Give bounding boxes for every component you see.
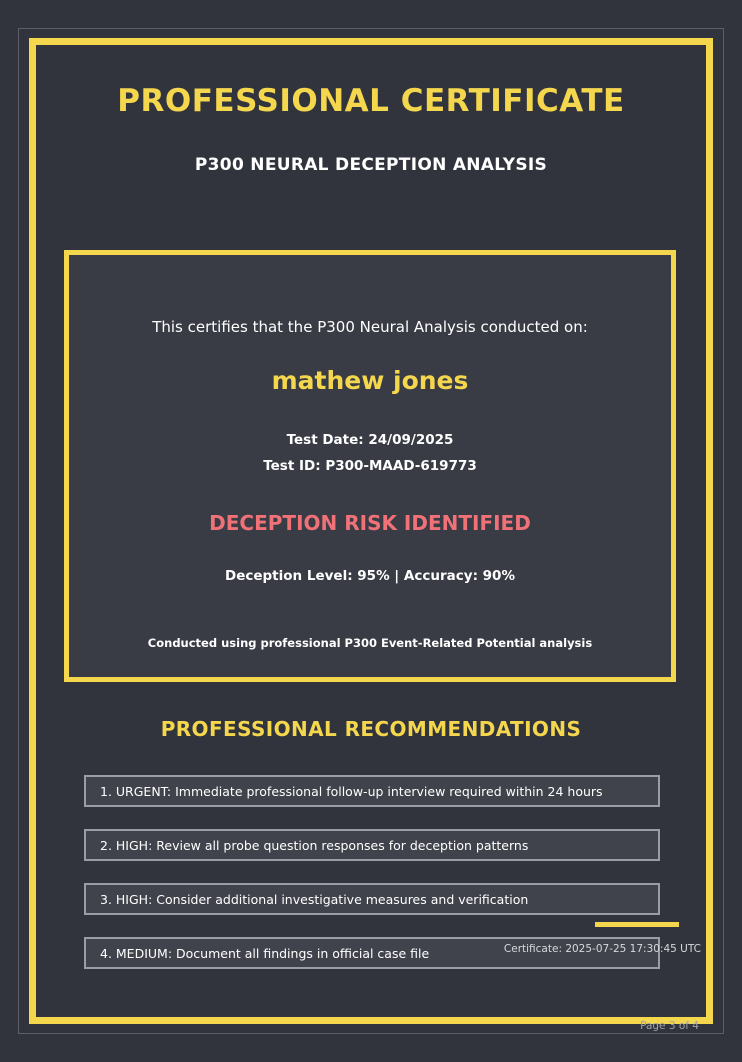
risk-statement: DECEPTION RISK IDENTIFIED <box>209 511 531 535</box>
test-date: Test Date: 24/09/2025 <box>286 432 454 448</box>
gold-accent-bar <box>595 922 679 927</box>
certificate-stamp: Certificate: 2025-07-25 17:30:45 UTC <box>503 943 701 955</box>
certificate-inner-panel <box>64 250 676 682</box>
list-item: 3. HIGH: Consider additional investigative measures and verification <box>84 883 660 915</box>
method-note: Conducted using professional P300 Event-Related Potential analysis <box>147 636 593 650</box>
page-number: Page 3 of 4 <box>640 1020 699 1032</box>
test-id: Test ID: P300-MAAD-619773 <box>263 458 477 474</box>
page-title: PROFESSIONAL CERTIFICATE <box>117 83 625 119</box>
page-subtitle: P300 NEURAL DECEPTION ANALYSIS <box>194 155 548 175</box>
subject-name: mathew jones <box>271 366 469 395</box>
list-item: 1. URGENT: Immediate professional follow-up interview required within 24 hours <box>84 775 660 807</box>
list-item: 2. HIGH: Review all probe question responses for deception patterns <box>84 829 660 861</box>
recommendations-list <box>84 775 660 991</box>
recommendations-heading: PROFESSIONAL RECOMMENDATIONS <box>160 717 582 741</box>
certifies-text: This certifies that the P300 Neural Analysis conducted on: <box>152 318 588 336</box>
certificate-content <box>36 45 706 1032</box>
list-item: 4. MEDIUM: Document all findings in official case file <box>84 937 660 969</box>
deception-accuracy-levels: Deception Level: 95% | Accuracy: 90% <box>225 568 515 584</box>
